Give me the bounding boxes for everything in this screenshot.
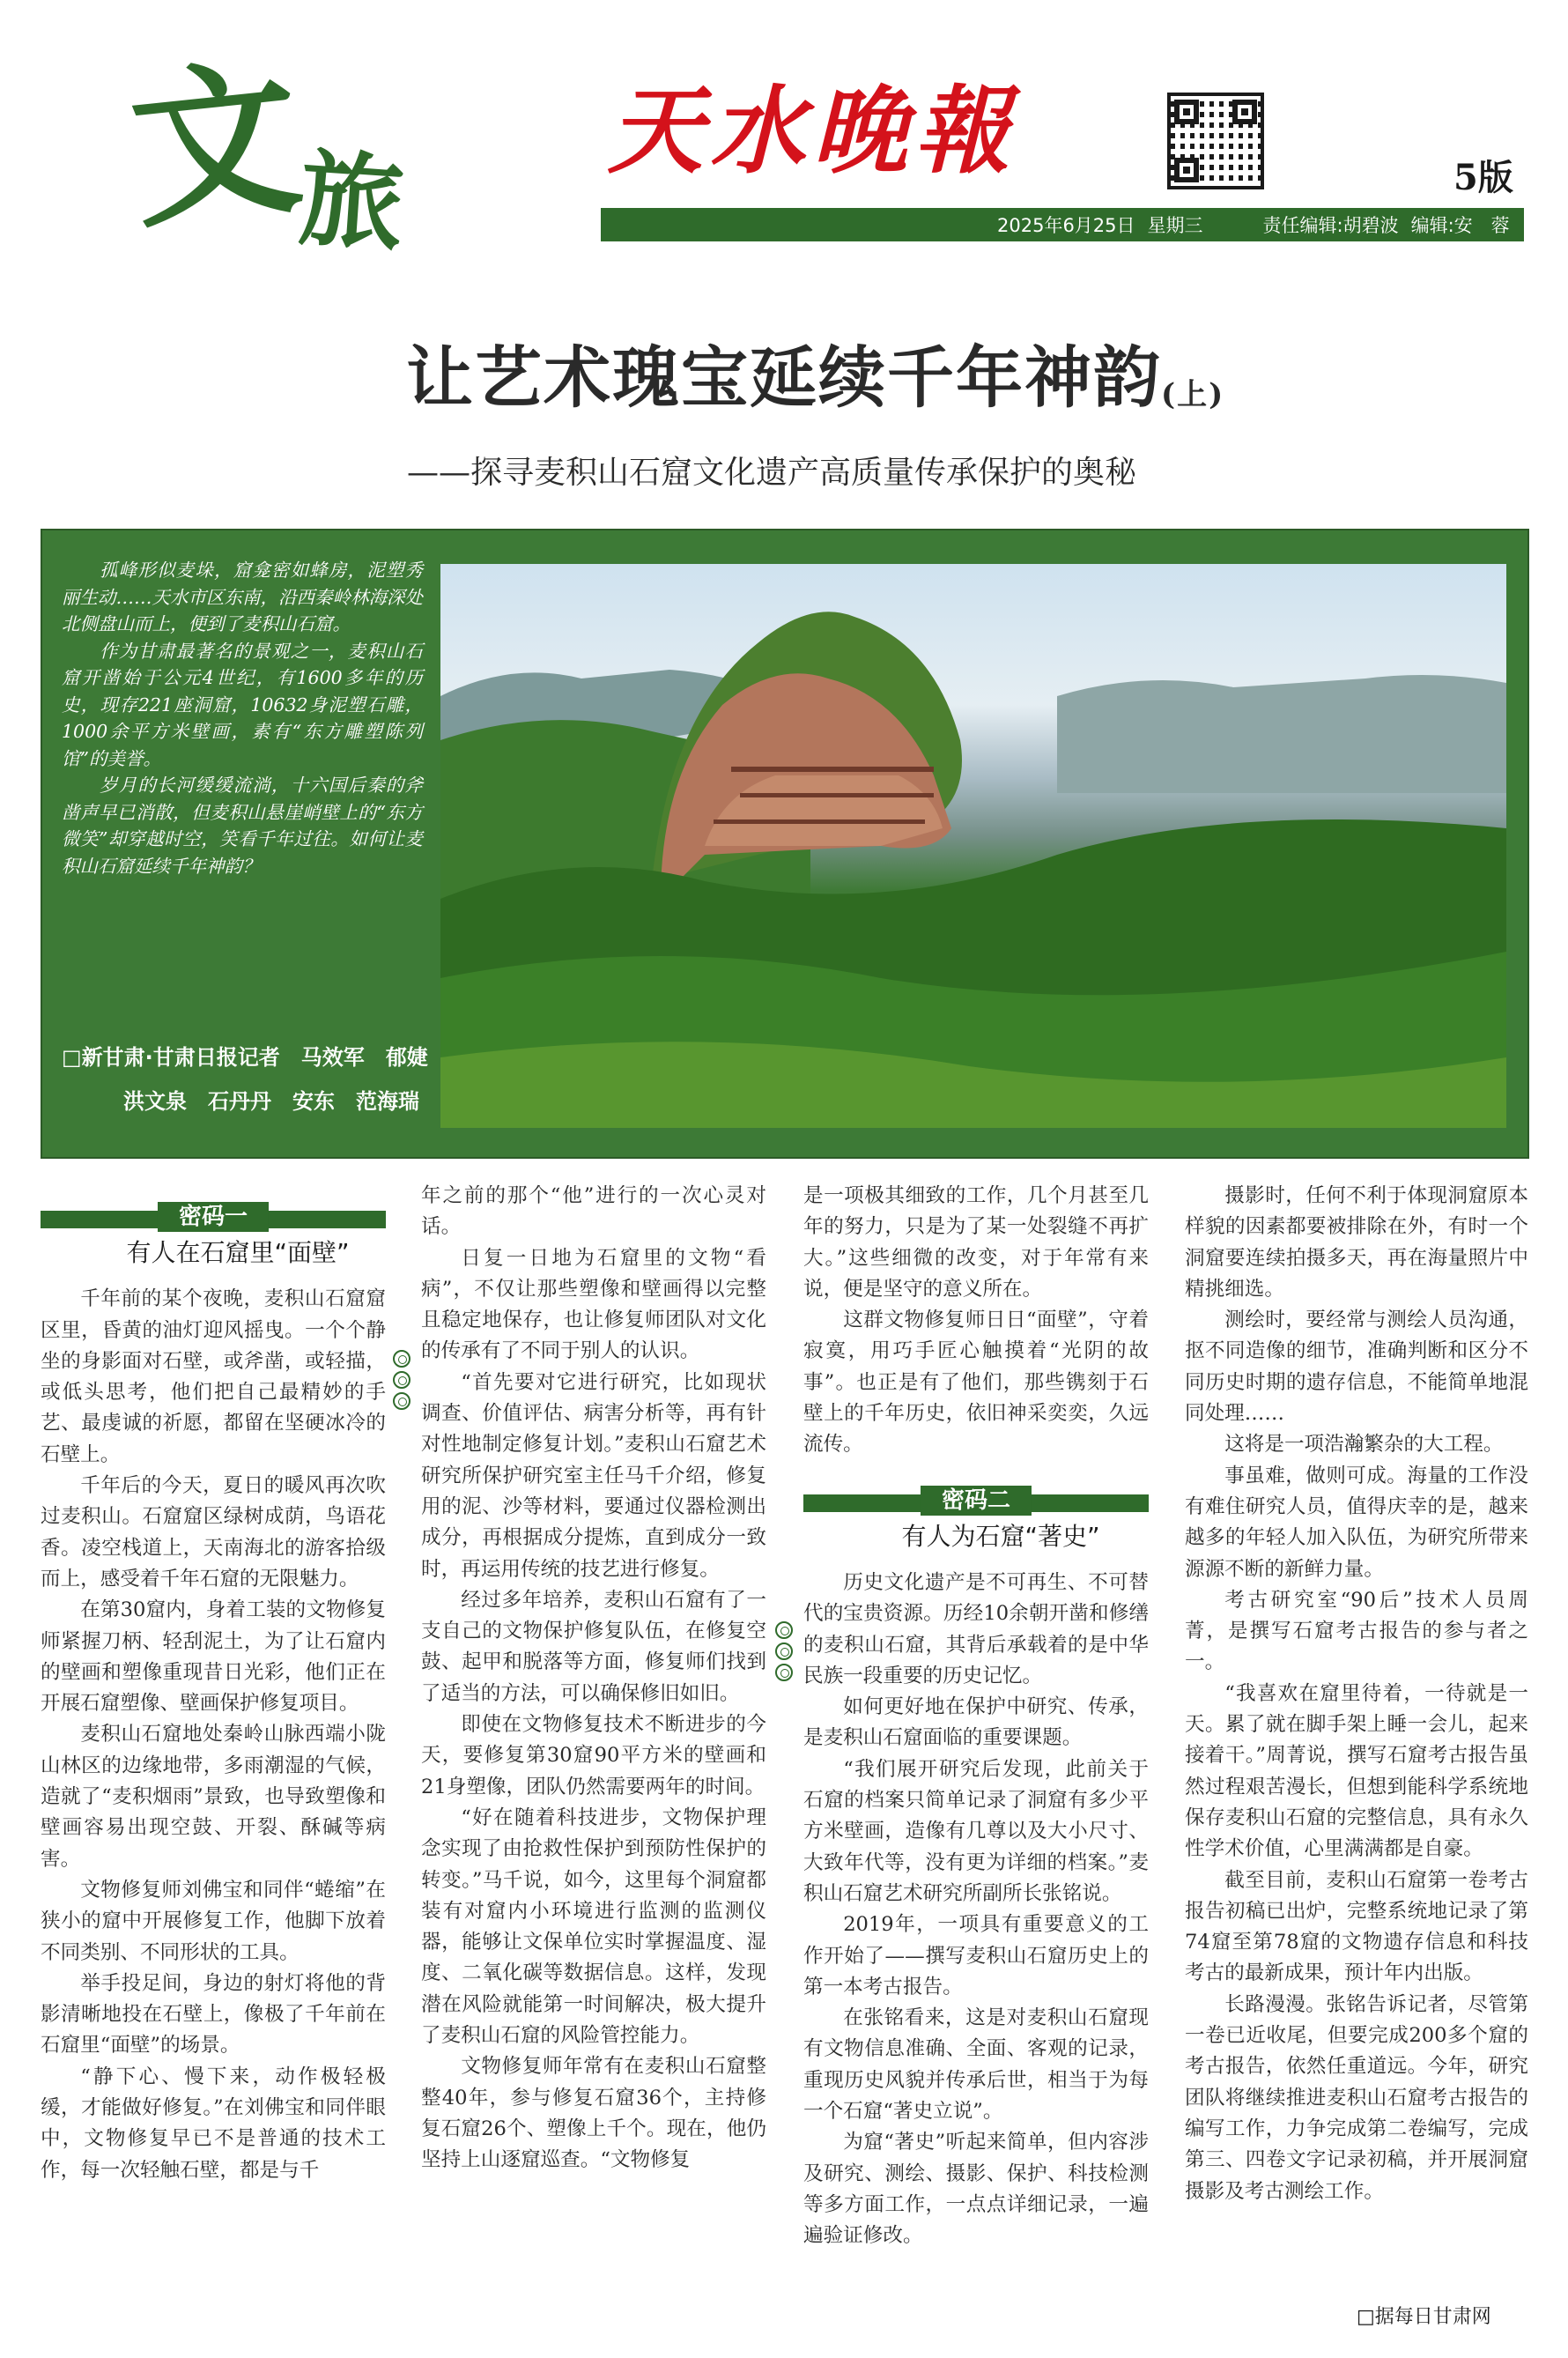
paragraph: “我喜欢在窟里待着，一待就是一天。累了就在脚手架上睡一会儿，起来接着干。”周菁说，撰写石窟考古报告虽然过程艰苦漫长，但想到能科学系统地保存麦积山石窟的完整信息，具有永久性学术价值，心里满满都是自豪。 <box>1185 1681 1528 1861</box>
issue-weekday: 星期三 <box>1147 215 1203 236</box>
paragraph: 文物修复师年常有在麦积山石窟整整40年，参与修复石窟36个，主持修复石窟26个、塑像上千个。现在，他仍坚持上山逐窟巡查。“文物修复 <box>421 2055 766 2172</box>
code-two-header <box>803 1486 1149 1512</box>
headline-part: (上) <box>1161 377 1225 412</box>
article-column-4 <box>1185 1181 1528 2207</box>
byline <box>62 1035 432 1123</box>
info-bar <box>601 208 1524 241</box>
issue-date: 2025年6月25日 <box>997 215 1135 236</box>
maijishan-photo <box>440 564 1506 1128</box>
ornament-dots <box>393 1350 412 1413</box>
paragraph: 文物修复师刘佛宝和同伴“蜷缩”在狭小的窟中开展修复工作，他脚下放着不同类别、不同形状的工具。 <box>41 1878 386 1964</box>
paragraph: 2019年，一项具有重要意义的工作开始了——撰写麦积山石窟历史上的第一本考古报告。 <box>803 1913 1149 1998</box>
paragraph: 测绘时，要经常与测绘人员沟通，抠不同造像的细节，准确判断和区分不同历史时期的遗存信息，不能简单地混同处理…… <box>1185 1309 1528 1426</box>
paragraph: 为窟“著史”听起来简单，但内容涉及研究、测绘、摄影、保护、科技检测等多方面工作，一点点详细记录，一遍遍验证修改。 <box>803 2131 1149 2248</box>
byline-line: □新甘肃·甘肃日报记者 马效军 郁婕 <box>62 1045 428 1070</box>
qr-code-icon[interactable] <box>1167 93 1264 189</box>
code-two-tag: 密码二 <box>921 1486 1032 1516</box>
code-two-title: 有人为石窟“著史” <box>901 1521 1100 1551</box>
paragraph: 摄影时，任何不利于体现洞窟原本样貌的因素都要被排除在外，有时一个洞窟要连续拍摄多天，再在海量照片中精挑细选。 <box>1185 1184 1528 1301</box>
intro-paragraph: 孤峰形似麦垛，窟龛密如蜂房，泥塑秀丽生动……天水市区东南，沿西秦岭林海深处北侧盘山而上，便到了麦积山石窟。 <box>62 560 423 634</box>
paragraph: 年之前的那个“他”进行的一次心灵对话。 <box>421 1184 766 1239</box>
paragraph: “我们展开研究后发现，此前关于石窟的档案只简单记录了洞窟有多少平方米壁画，造像有几尊以及大小尺寸、大致年代等，没有更为详细的档案。”麦积山石窟艺术研究所副所长张铭说。 <box>803 1757 1149 1905</box>
paragraph: 历史文化遗产是不可再生、不可替代的宝贵资源。历经10余朝开凿和修缮的麦积山石窟，其背后承载着的是中华民族一段重要的历史记忆。 <box>803 1570 1149 1687</box>
paragraph: 千年前的某个夜晚，麦积山石窟窟区里，昏黄的油灯迎风摇曳。一个个静坐的身影面对石壁，或斧凿，或轻描，或低头思考，他们把自己最精妙的手艺、最虔诚的祈愿，都留在坚硬冰冷的石壁上。 <box>41 1287 386 1466</box>
paragraph: 事虽难，做则可成。海量的工作没有难住研究人员，值得庆幸的是，越来越多的年轻人加入队伍，为研究所带来源源不断的新鲜力量。 <box>1185 1464 1528 1581</box>
section-char-wen: 文 <box>122 38 310 252</box>
headline-title: 让艺术瑰宝延续千年神韵 <box>406 338 1162 417</box>
maijishan-illustration <box>440 564 1506 1128</box>
paragraph: 即使在文物修复技术不断进步的今天，要修复第30窟90平方米的壁画和21身塑像，团队仍然需要两年的时间。 <box>421 1713 766 1798</box>
intro-paragraph: 作为甘肃最著名的景观之一，麦积山石窟开凿始于公元4世纪，有1600多年的历史，现存221座洞窟，10632身泥塑石雕，1000余平方米壁画，素有“东方雕塑陈列馆”的美誉。 <box>62 640 423 769</box>
paragraph: 麦积山石窟地处秦岭山脉西端小陇山林区的边缘地带，多雨潮湿的气候，造就了“麦积烟雨”景致，也导致塑像和壁画容易出现空鼓、开裂、酥碱等病害。 <box>41 1723 386 1871</box>
section-logo <box>122 35 502 266</box>
page-number: 5版 <box>1453 157 1513 198</box>
paragraph: 如何更好地在保护中研究、传承，是麦积山石窟面临的重要课题。 <box>803 1695 1149 1750</box>
paragraph: “静下心、慢下来，动作极轻极缓，才能做好修复。”在刘佛宝和同伴眼中，文物修复早已不是普通的技术工作，每一次轻触石壁，都是与千 <box>41 2065 386 2182</box>
subheadline: ——探寻麦积山石窟文化遗产高质量传承保护的奥秘 <box>407 455 1137 491</box>
article-column-2 <box>421 1181 766 2176</box>
article-column-1 <box>41 1181 386 2186</box>
paragraph: 在第30窟内，身着工装的文物修复师紧握刀柄、轻刮泥土，为了让石窟内的壁画和塑像重现昔日光彩，他们正在开展石窟塑像、壁画保护修复项目。 <box>41 1598 386 1716</box>
paragraph: 这群文物修复师日日“面壁”，守着寂寞，用巧手匠心触摸着“光阴的故事”。也正是有了他们，那些镌刻于石壁上的千年历史，依旧神采奕奕，久远流传。 <box>803 1309 1149 1457</box>
editor-in-charge: 责任编辑:胡碧波 <box>1262 215 1399 236</box>
section-char-lv: 旅 <box>295 137 408 266</box>
intro-paragraph: 岁月的长河缓缓流淌，十六国后秦的斧凿声早已消散，但麦积山悬崖峭壁上的“东方微笑”却穿越时空，笑看千年过往。如何让麦积山石窟延续千年神韵？ <box>62 775 423 877</box>
paragraph: 长路漫漫。张铭告诉记者，尽管第一卷已近收尾，但要完成200多个窟的考古报告，依然任重道远。今年，研究团队将继续推进麦积山石窟考古报告的编写工作，力争完成第二卷编写，完成第三、四卷文字记录初稿，并开展洞窟摄影及考古测绘工作。 <box>1185 1992 1528 2203</box>
ornament-dots <box>775 1621 795 1685</box>
code-one-title: 有人在石窟里“面壁” <box>126 1238 350 1267</box>
editor: 编辑:安 蓉 <box>1410 215 1510 236</box>
paragraph: 经过多年培养，麦积山石窟有了一支自己的文物保护修复队伍，在修复空鼓、起甲和脱落等方面，修复师们找到了适当的方法，可以确保修旧如旧。 <box>421 1588 766 1705</box>
paragraph: 是一项极其细致的工作，几个月甚至几年的努力，只是为了某一处裂缝不再扩大。”这些细微的改变，对于年常有来说，便是坚守的意义所在。 <box>803 1184 1149 1301</box>
paragraph: 截至目前，麦积山石窟第一卷考古报告初稿已出炉，完整系统地记录了第74窟至第78窟的文物遗存信息和科技考古的最新成果，预计年内出版。 <box>1185 1868 1528 1985</box>
feature-intro <box>62 557 423 879</box>
paragraph: 日复一日地为石窟里的文物“看病”，不仅让那些塑像和壁画得以完整且稳定地保存，也让修复师团队对文化的传承有了不同于别人的认识。 <box>421 1246 766 1363</box>
paragraph: 考古研究室“90后”技术人员周菁，是撰写石窟考古报告的参与者之一。 <box>1185 1588 1528 1674</box>
code-one-header <box>41 1202 386 1228</box>
article-column-3 <box>803 1181 1149 2252</box>
paragraph: 举手投足间，身边的射灯将他的背影清晰地投在石壁上，像极了千年前在石窟里“面壁”的场景。 <box>41 1971 386 2058</box>
paragraph: 在张铭看来，这是对麦积山石窟现有文物信息准确、全面、客观的记录，重现历史风貌并传承后世，相当于为每一个石窟“著史立说”。 <box>803 2006 1149 2124</box>
source-credit: □据每日甘肃网 <box>1357 2306 1491 2328</box>
newspaper-name: 天水晚報 <box>608 76 1017 187</box>
byline-line: 洪文泉 石丹丹 安东 范海瑞 <box>123 1089 419 1114</box>
paragraph: 这将是一项浩瀚繁杂的大工程。 <box>1224 1433 1504 1457</box>
headline <box>0 324 1568 420</box>
paragraph: “首先要对它进行研究，比如现状调查、价值评估、病害分析等，再有针对性地制定修复计划。”麦积山石窟艺术研究所保护研究室主任马千介绍，修复用的泥、沙等材料，要通过仪器检测出成分，再根据成分提炼，直到成分一致时，再运用传统的技艺进行修复。 <box>421 1370 766 1581</box>
paragraph: 千年后的今天，夏日的暖风再次吹过麦积山。石窟窟区绿树成荫，鸟语花香。凌空栈道上，天南海北的游客拾级而上，感受着千年石窟的无限魅力。 <box>41 1474 386 1591</box>
paragraph: “好在随着科技进步，文物保护理念实现了由抢救性保护到预防性保护的转变。”马千说，如今，这里每个洞窟都装有对窟内小环境进行监测的监测仪器，能够让文保单位实时掌握温度、湿度、二氧化碳等数据信息。这样，发现潜在风险就能第一时间解决，极大提升了麦积山石窟的风险管控能力。 <box>421 1806 766 2048</box>
code-one-tag: 密码一 <box>158 1202 269 1232</box>
